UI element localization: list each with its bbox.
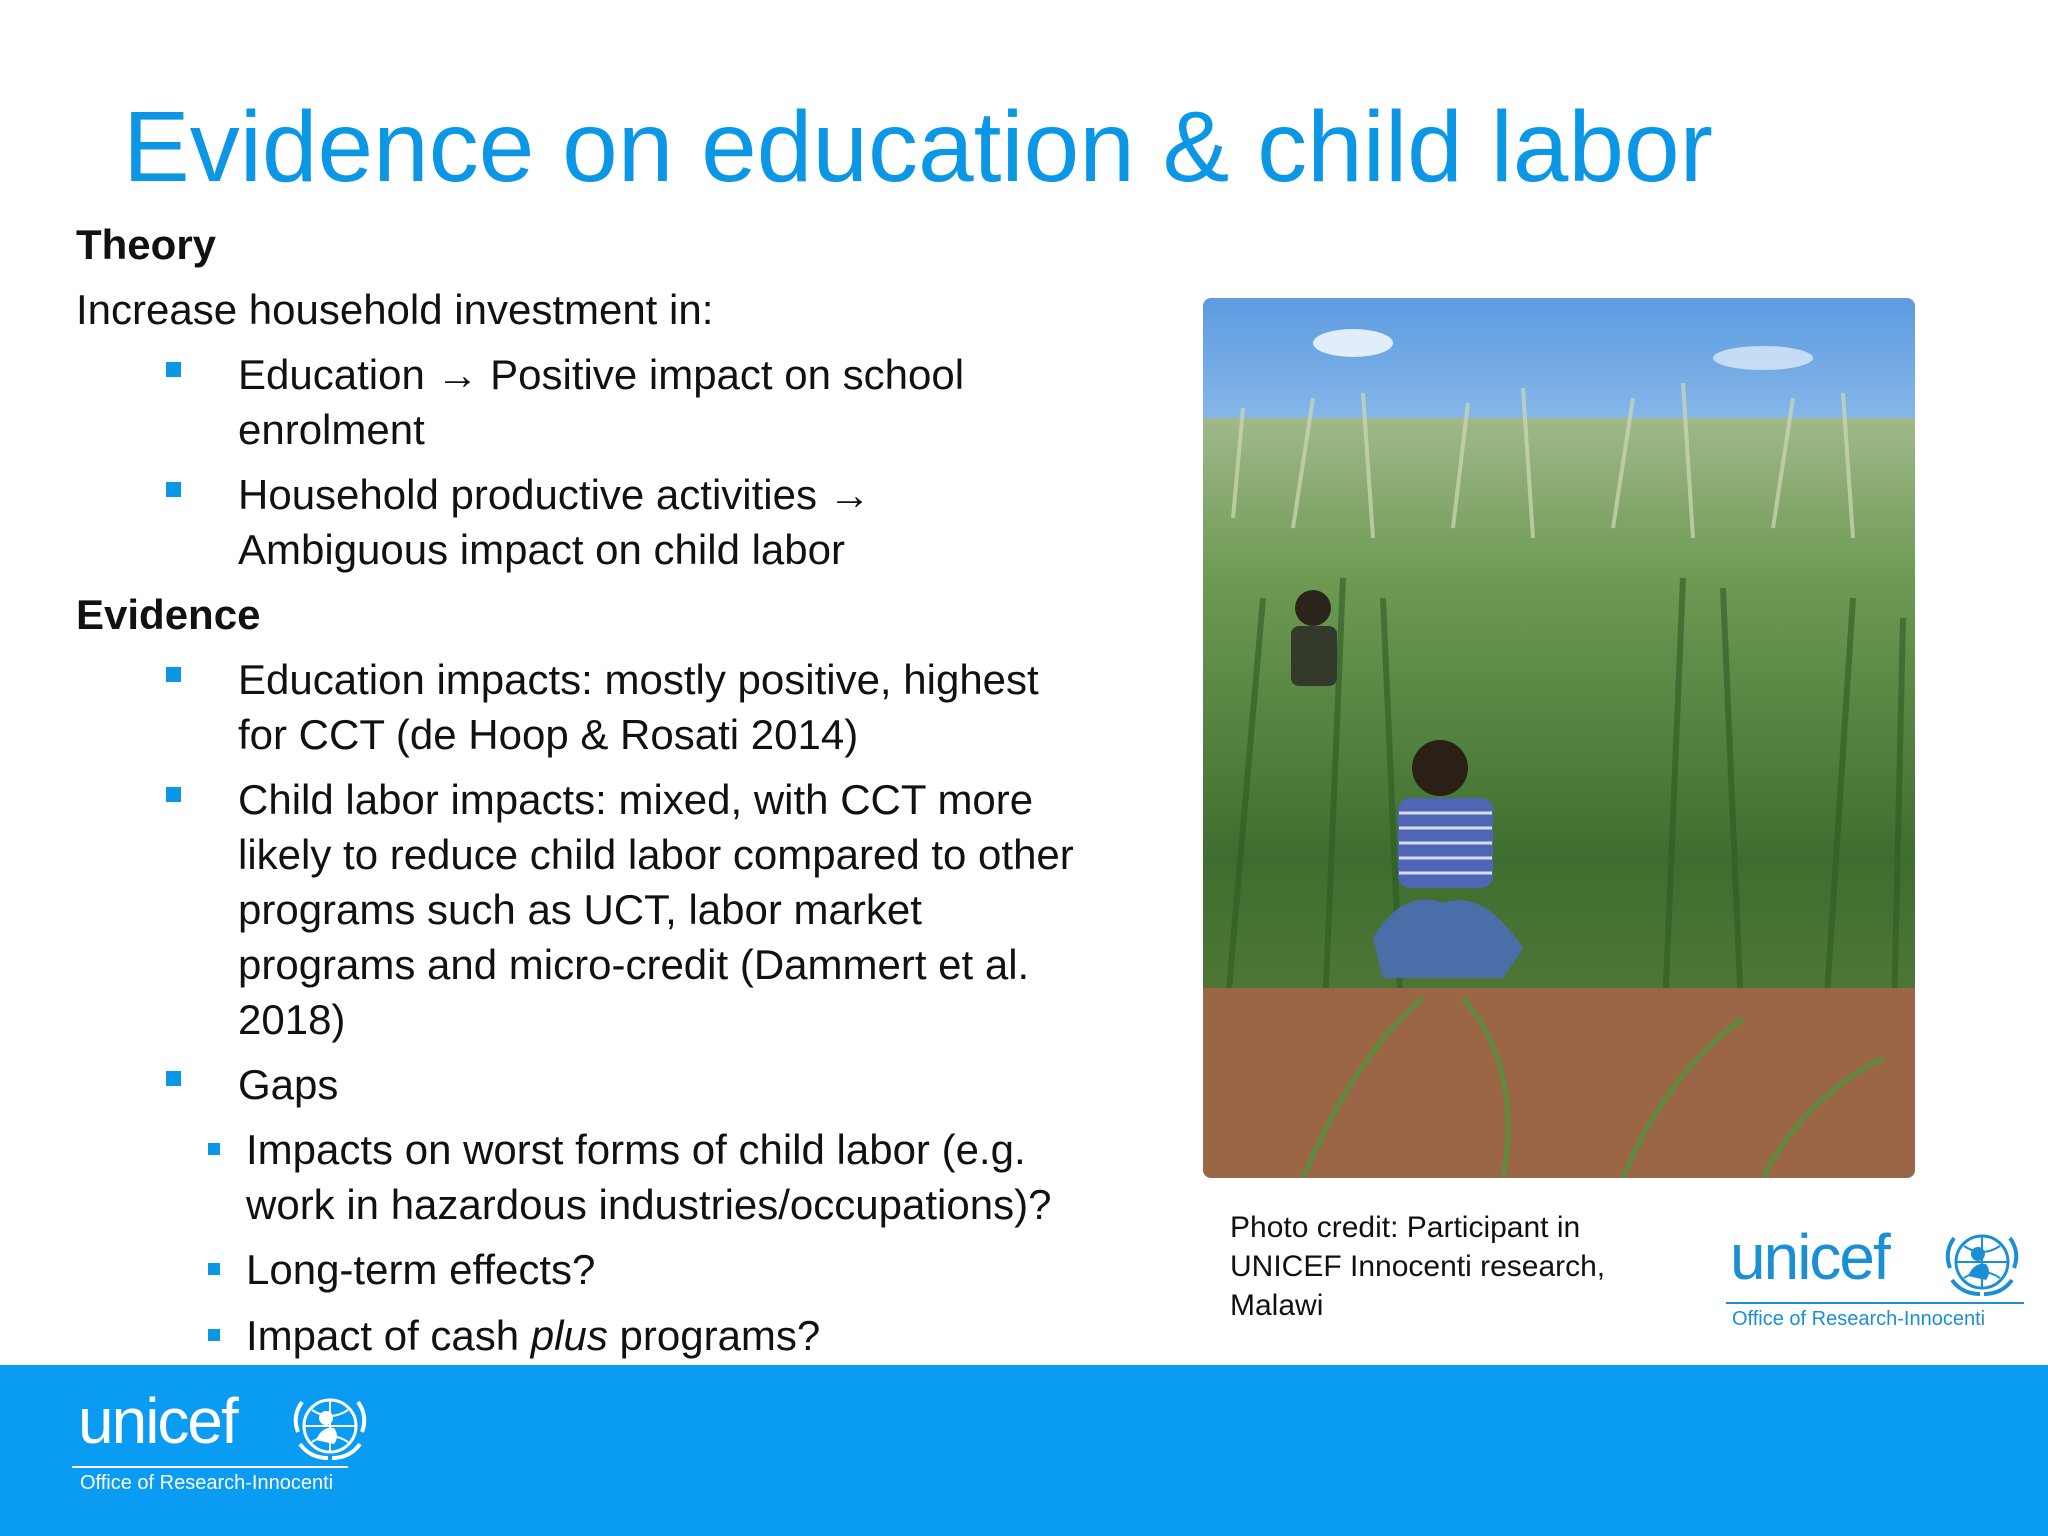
footer-logo-subtitle: Office of Research-Innocenti <box>80 1472 334 1494</box>
unicef-emblem-icon <box>288 1392 372 1464</box>
bullet-square-icon <box>166 667 181 682</box>
photo-credit-line-3: Malawi <box>1230 1289 1324 1322</box>
unicef-footer-logo <box>72 1385 377 1498</box>
photo-credit-line-1: Photo credit: Participant in <box>1230 1211 1581 1244</box>
theory-bullet-2-line-1: Household productive activities → <box>238 471 871 518</box>
maize-field-photo-image <box>1203 298 1915 1178</box>
gap-3-pre: Impact of cash <box>246 1312 531 1359</box>
evidence-bullet-2-line-2: likely to reduce child labor compared to other <box>238 831 1074 878</box>
bullet-square-icon <box>166 362 181 377</box>
theory-bullet-1-line-2: enrolment <box>238 406 425 453</box>
theory-heading: Theory <box>76 221 217 268</box>
field-photo <box>1203 298 1915 1178</box>
gap-1-line-1: Impacts on worst forms of child labor (e.g. <box>246 1126 1026 1173</box>
photo-credit <box>1230 1208 1605 1325</box>
gap-1-line-2: work in hazardous industries/occupations)? <box>246 1181 1052 1228</box>
theory-bullet-2-line-2: Ambiguous impact on child labor <box>238 526 845 573</box>
evidence-bullet-1-line-2: for CCT (de Hoop & Rosati 2014) <box>238 711 859 758</box>
gap-3 <box>246 1308 820 1363</box>
evidence-bullet-3: Gaps <box>238 1061 339 1108</box>
evidence-bullet-2-line-4: programs and micro-credit (Dammert et al. <box>238 941 1030 988</box>
logo-subtitle: Office of Research-Innocenti <box>1732 1308 1986 1330</box>
sub-bullet-square-icon <box>208 1143 220 1155</box>
evidence-heading: Evidence <box>76 591 261 638</box>
theory-bullet-1-line-1: Education → Positive impact on school <box>238 351 965 398</box>
footer-logo-wordmark: unicef <box>78 1385 237 1457</box>
evidence-bullet-2-line-3: programs such as UCT, labor market <box>238 886 922 933</box>
evidence-bullet-2-line-1: Child labor impacts: mixed, with CCT more <box>238 776 1034 823</box>
theory-intro: Increase household investment in: <box>76 286 714 333</box>
gap-3-post: programs? <box>607 1312 821 1359</box>
gap-2: Long-term effects? <box>246 1246 596 1293</box>
logo-wordmark: unicef <box>1730 1221 1889 1293</box>
photo-credit-line-2: UNICEF Innocenti research, <box>1230 1250 1606 1283</box>
bullet-square-icon <box>166 787 181 802</box>
evidence-bullet-1-line-1: Education impacts: mostly positive, highest <box>238 656 1039 703</box>
sub-bullet-square-icon <box>208 1263 220 1275</box>
evidence-bullet-2-line-5: 2018) <box>238 996 346 1043</box>
gap-3-italic: plus <box>530 1312 608 1359</box>
logo-divider <box>1726 1302 2024 1304</box>
sub-bullet-square-icon <box>208 1329 220 1341</box>
bullet-square-icon <box>166 1071 181 1086</box>
unicef-emblem-icon <box>1940 1228 2024 1300</box>
bullet-square-icon <box>166 482 181 497</box>
slide-title: Evidence on education & child labor <box>123 91 1713 203</box>
footer-logo-divider <box>72 1466 348 1468</box>
unicef-logo <box>1722 1221 2027 1334</box>
